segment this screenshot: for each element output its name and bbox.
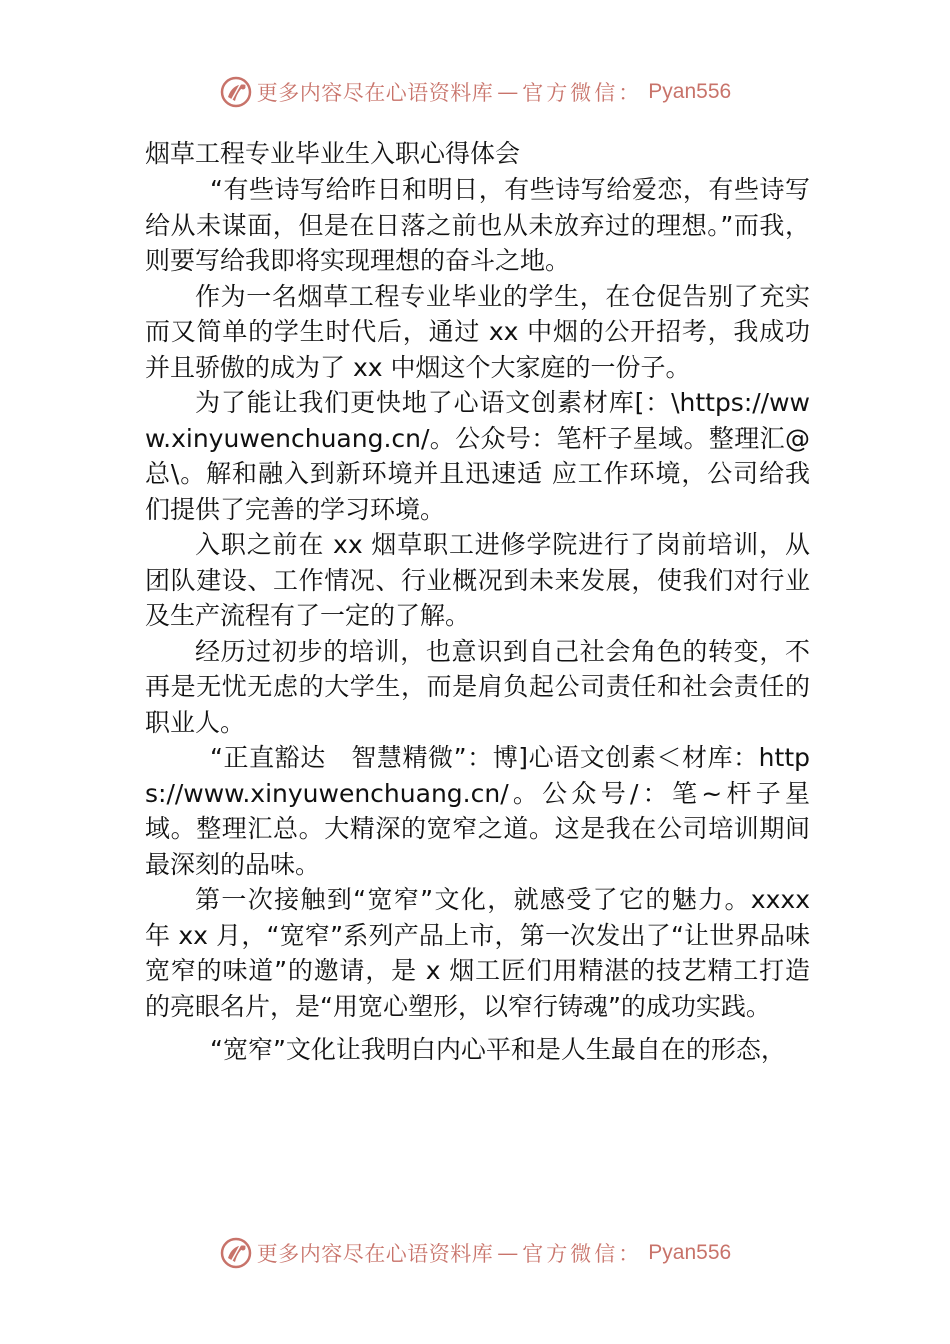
banner-text: 更多内容尽在心语资料库	[256, 81, 494, 105]
document-title: 烟草工程专业毕业生入职心得体会	[145, 139, 521, 168]
paragraph: “宽窄”文化让我明白内心平和是人生最自在的形态，	[210, 1035, 786, 1064]
paragraph: “正直豁达 智慧精微”：博]心语文创素＜材库：https://www.xinyuwenchuang.cn/。公众号/：笔~杆子星域。整理汇总。大精深的宽窄之道。这是我在公司培训期间最深刻的品味。	[145, 743, 810, 879]
document-body	[145, 136, 810, 1068]
banner-wechat-label: 官方微信：	[522, 1242, 643, 1266]
flower-logo-icon	[219, 75, 253, 109]
paragraph: 为了能让我们更快地了心语文创素材库[：\https://www.xinyuwenchuang.cn/。公众号：笔杆子星域。整理汇@总\。解和融入到新环境并且迅速适 应工作环境，公司给我们提供了完善的学习环境。	[145, 388, 810, 524]
paragraph: 入职之前在 xx 烟草职工进修学院进行了岗前培训，从团队建设、工作情况、行业概况到未来发展，使我们对行业及生产流程有了一定的了解。	[145, 530, 810, 630]
footer-banner	[0, 1233, 950, 1273]
paragraph: “有些诗写给昨日和明日，有些诗写给爱恋，有些诗写给从未谋面，但是在日落之前也从未放弃过的理想。”而我，则要写给我即将实现理想的奋斗之地。	[145, 175, 810, 275]
banner-dash: —	[497, 1241, 519, 1265]
banner-text: 更多内容尽在心语资料库	[256, 1242, 494, 1266]
banner-dash: —	[497, 80, 519, 104]
paragraph: 作为一名烟草工程专业毕业的学生，在仓促告别了充实而又简单的学生时代后，通过 xx 中烟的公开招考，我成功并且骄傲的成为了 xx 中烟这个大家庭的一份子。	[145, 281, 810, 382]
banner-wechat-id: Pyan556	[648, 1241, 732, 1264]
banner-wechat-label: 官方微信：	[522, 81, 643, 105]
flower-logo-icon	[219, 1236, 253, 1270]
header-banner	[0, 72, 950, 112]
paragraph: 经历过初步的培训，也意识到自己社会角色的转变，不再是无忧无虑的大学生，而是肩负起公司责任和社会责任的职业人。	[145, 636, 810, 737]
banner-wechat-id: Pyan556	[648, 80, 732, 103]
paragraph: 第一次接触到“宽窄”文化，就感受了它的魅力。xxxx 年 xx 月，“宽窄”系列产品上市，第一次发出了“让世界品味宽窄的味道”的邀请，是 x 烟工匠们用精湛的技艺精工打造的亮眼名片，是“用宽心塑形，以窄行铸魂”的成功实践。	[145, 885, 810, 1021]
